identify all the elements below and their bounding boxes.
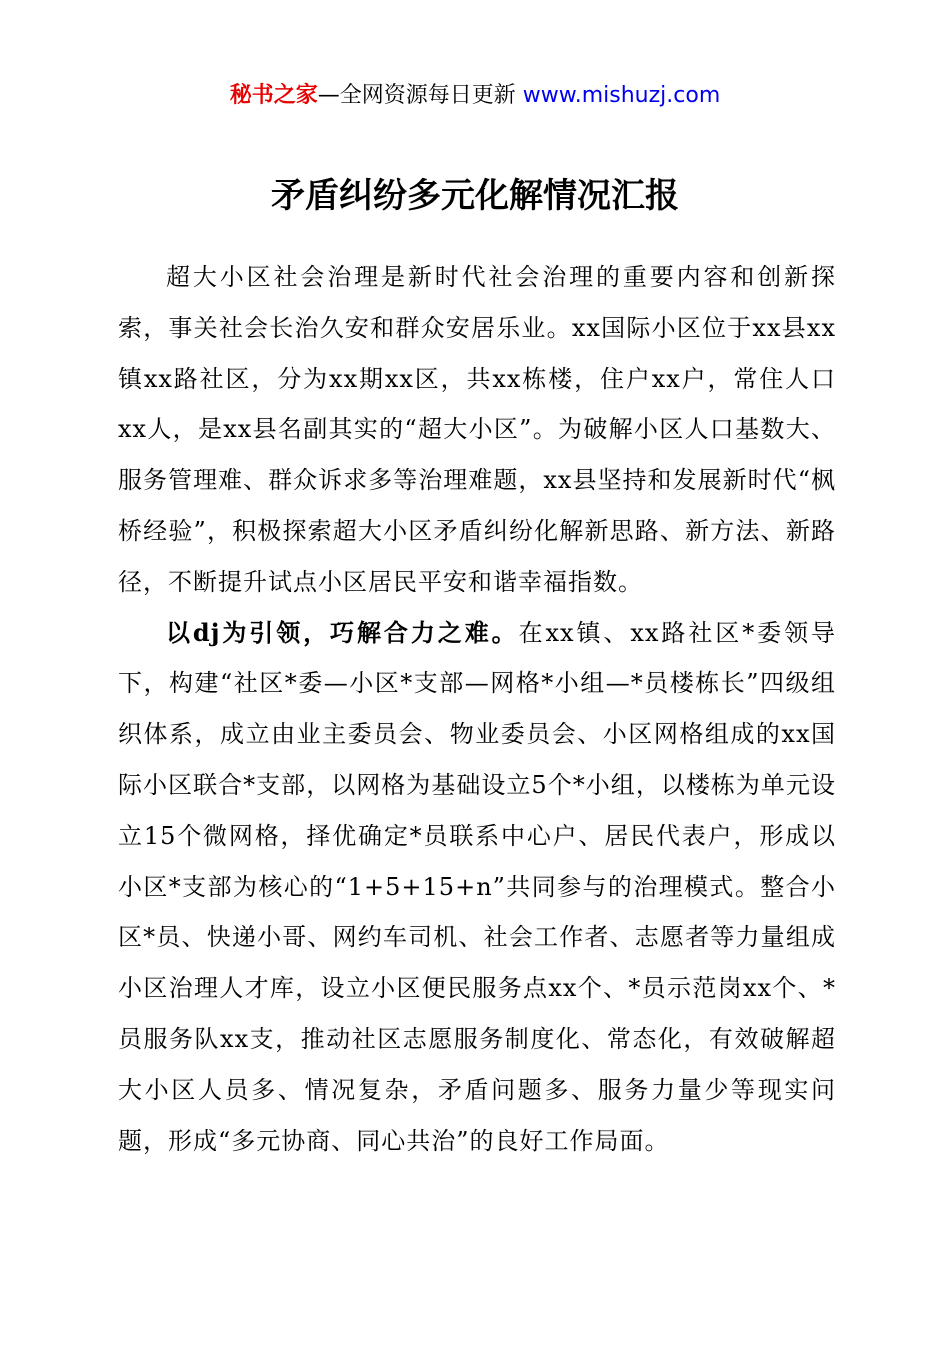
site-slogan: —全网资源每日更新 bbox=[317, 83, 523, 108]
paragraph-party-leadership bbox=[118, 608, 836, 1167]
paragraph-text: 在xx镇、xx路社区*委领导下，构建“社区*委—小区*支部—网格*小组—*员楼栋长”四级组织体系，成立由业主委员会、物业委员会、小区网格组成的xx国际小区联合*支部，以网格为基础设立5个*小组，以楼栋为单元设立15个微网格，择优确定*员联系中心户、居民代表户，形成以小区*支部为核心的“1+5+15+n”共同参与的治理模式。整合小区*员、快递小哥、网约车司机、社会工作者、志愿者等力量组成小区治理人才库，设立小区便民服务点xx个、*员示范岗xx个、*员服务队xx支，推动社区志愿服务制度化、常态化，有效破解超大小区人员多、情况复杂，矛盾问题多、服务力量少等现实问题，形成“多元协商、同心共治”的良好工作局面。 bbox=[118, 618, 836, 1155]
paragraph-intro bbox=[118, 252, 836, 608]
paragraph-lead: 以dj为引领，巧解合力之难。 bbox=[166, 617, 519, 647]
site-header bbox=[0, 80, 950, 112]
paragraph-text: 超大小区社会治理是新时代社会治理的重要内容和创新探索，事关社会长治久安和群众安居乐业。xx国际小区位于xx县xx镇xx路社区，分为xx期xx区，共xx栋楼，住户xx户，常住人口xx人，是xx县名副其实的“超大小区”。为破解小区人口基数大、服务管理难、群众诉求多等治理难题，xx县坚持和发展新时代“枫桥经验”，积极探索超大小区矛盾纠纷化解新思路、新方法、新路径，不断提升试点小区居民平安和谐幸福指数。 bbox=[118, 263, 836, 596]
document-body bbox=[118, 252, 836, 1166]
site-url-link[interactable]: www.mishuzj.com bbox=[522, 83, 721, 108]
site-brand: 秘书之家 bbox=[229, 83, 318, 108]
document-title: 矛盾纠纷多元化解情况汇报 bbox=[271, 176, 679, 216]
